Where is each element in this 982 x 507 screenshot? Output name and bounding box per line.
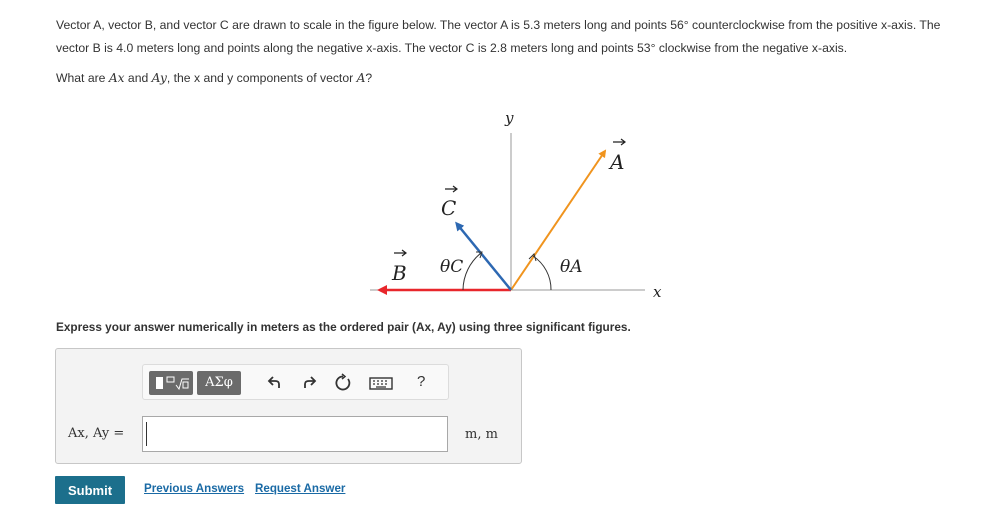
help-button[interactable]: ? xyxy=(417,373,426,390)
previous-answers-link[interactable]: Previous Answers xyxy=(144,482,245,495)
redo-icon[interactable] xyxy=(299,373,319,393)
theta-c-arc xyxy=(463,253,481,290)
vector-b-label-arrow xyxy=(394,250,406,256)
theta-a-label xyxy=(560,257,583,277)
keyboard-icon[interactable] xyxy=(369,373,393,393)
submit-button[interactable]: Submit xyxy=(55,476,125,504)
problem-statement: Vector A, vector B, and vector C are drawn to scale in the figure below. The vector A is 5.3 meters long and points 56° counterclockwise from the positive x-axis. The vector B is 4.0 meters long and points along the negative x-axis. The vector C is 2.8 meters long and points 53° clockwise from the negative x-axis. xyxy=(56,18,941,55)
undo-icon[interactable] xyxy=(265,373,285,393)
answer-units: m, m xyxy=(465,427,498,442)
answer-input[interactable] xyxy=(142,416,448,452)
vector-b-label: B xyxy=(392,261,407,285)
question-text: What are Ax and Ay, the x and y components of vector A? xyxy=(56,71,373,85)
vector-a xyxy=(511,151,605,290)
math-toolbar xyxy=(142,364,449,400)
vector-a-label: A xyxy=(610,150,625,174)
y-axis-label: y xyxy=(505,109,514,127)
request-answer-link[interactable]: Request Answer xyxy=(255,482,346,495)
theta-a-text: θA xyxy=(560,257,583,277)
text-cursor xyxy=(146,422,147,446)
answer-panel xyxy=(55,348,522,464)
answer-label: Ax, Ay = xyxy=(68,426,125,441)
vector-c xyxy=(457,224,511,290)
answer-instruction: Express your answer numerically in meters as the ordered pair (Ax, Ay) using three significant figures. xyxy=(56,320,631,334)
greek-symbols-button[interactable]: ΑΣφ xyxy=(197,371,241,395)
templates-button[interactable] xyxy=(149,371,193,395)
x-axis-label: x xyxy=(653,283,662,301)
vector-c-label: C xyxy=(441,196,457,220)
vector-a-label-arrow xyxy=(613,139,625,145)
theta-c-label xyxy=(440,257,463,277)
reset-icon[interactable] xyxy=(333,373,353,393)
theta-a-arc xyxy=(533,256,551,290)
vector-c-label-arrow xyxy=(445,186,457,192)
theta-c-text: θC xyxy=(440,257,464,277)
templates-icon xyxy=(149,371,193,395)
